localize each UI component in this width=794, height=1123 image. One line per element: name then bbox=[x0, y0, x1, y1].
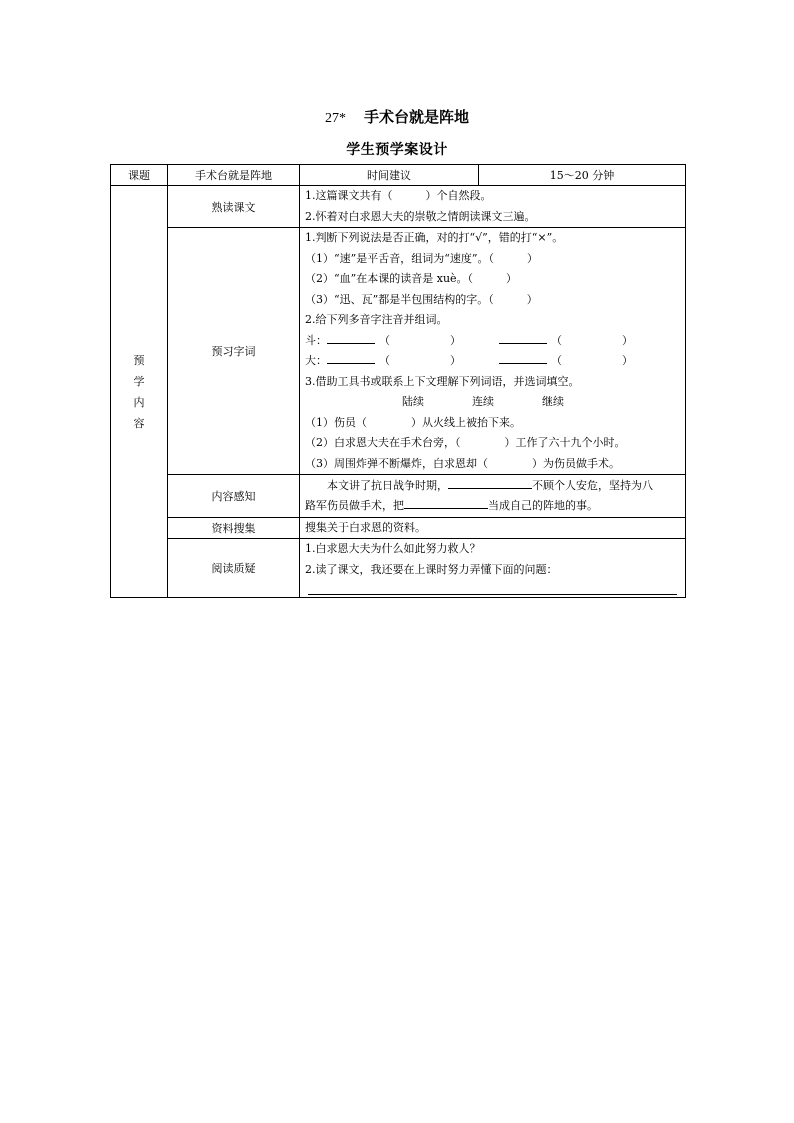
answer-blank[interactable] bbox=[499, 331, 547, 344]
table-row-materials bbox=[111, 518, 686, 539]
section-label-reading: 熟读课文 bbox=[168, 186, 300, 228]
summary-text: 当成自己的阵地的事。 bbox=[488, 499, 598, 512]
word-choice: 连续 bbox=[472, 395, 494, 408]
vocab-question: 1.判断下列说法是否正确，对的打“√”，错的打“×”。 bbox=[305, 231, 564, 244]
word-choice: 继续 bbox=[542, 395, 564, 408]
section-label-content: 内容感知 bbox=[168, 475, 300, 518]
summary-text: 本文讲了抗日战争时期， bbox=[327, 479, 448, 492]
question-line: 2.读了课文，我还要在上课时努力弄懂下面的问题： bbox=[305, 562, 558, 576]
materials-text: 搜集关于白求恩的资料。 bbox=[305, 521, 426, 534]
polyphone-row: 大： （ ） （ ） bbox=[300, 351, 685, 372]
lesson-title: 手术台就是阵地 bbox=[363, 108, 469, 126]
answer-blank[interactable] bbox=[327, 331, 375, 344]
fill-item: （1）伤员（ ）从火线上被抬下来。 bbox=[305, 415, 521, 429]
answer-blank[interactable] bbox=[327, 351, 375, 364]
lesson-number: 27* bbox=[324, 111, 346, 126]
polyphone-char: 大： bbox=[305, 354, 327, 367]
side-label-cell bbox=[111, 186, 168, 598]
side-label-char: 容 bbox=[133, 416, 145, 430]
word-choice: 陆续 bbox=[402, 395, 424, 408]
summary-text: 路军伤员做手术，把 bbox=[305, 499, 404, 512]
fill-item: （2）白求恩大夫在手术台旁，（ ）工作了六十九个小时。 bbox=[305, 436, 626, 449]
table-row-content bbox=[111, 475, 686, 518]
side-label-char: 预 bbox=[133, 353, 145, 367]
section-content-questions bbox=[300, 539, 686, 598]
page-subtitle: 学生预学案设计 bbox=[346, 142, 448, 158]
header-cell-time: 时间建议 bbox=[300, 165, 479, 186]
section-content-materials bbox=[300, 518, 686, 539]
section-label-materials: 资料搜集 bbox=[168, 518, 300, 539]
header-cell-time-value: 15～20 分钟 bbox=[479, 165, 686, 186]
header-cell-topic-value: 手术台就是阵地 bbox=[168, 165, 300, 186]
header-cell-topic: 课题 bbox=[111, 165, 168, 186]
answer-blank[interactable] bbox=[404, 496, 488, 509]
vocab-question: 2.给下列多音字注音并组词。 bbox=[305, 313, 448, 326]
answer-blank[interactable] bbox=[448, 476, 532, 489]
polyphone-row: 斗： （ ） （ ） bbox=[300, 331, 685, 352]
table-row-questions bbox=[111, 539, 686, 598]
vocab-item: （3）“迅、瓦”都是半包围结构的字。（ ） bbox=[305, 292, 538, 306]
table-row-reading bbox=[111, 186, 686, 228]
side-label-char: 内 bbox=[133, 395, 145, 409]
reading-line: 1.这篇课文共有（ ）个自然段。 bbox=[305, 189, 492, 202]
vocab-item: （1）“速”是平舌音，组词为“速度”。（ ） bbox=[305, 251, 538, 265]
side-label-char: 学 bbox=[133, 374, 145, 388]
reading-line: 2.怀着对白求恩大夫的崇敬之情朗读课文三遍。 bbox=[305, 209, 536, 223]
word-choices bbox=[300, 392, 685, 413]
polyphone-char: 斗： bbox=[305, 333, 327, 347]
section-content-summary bbox=[300, 475, 686, 518]
section-label-vocab: 预习字词 bbox=[168, 228, 300, 475]
summary-text: 不顾个人安危，坚持为八 bbox=[532, 479, 653, 492]
table-row-vocab bbox=[111, 228, 686, 475]
answer-blank[interactable] bbox=[499, 351, 547, 364]
table-header-row bbox=[111, 165, 686, 186]
section-content-reading bbox=[300, 186, 686, 228]
vocab-item: （2）“血”在本课的读音是 xuè。（ ） bbox=[305, 272, 518, 285]
vocab-question: 3.借助工具书或联系上下文理解下列词语，并选词填空。 bbox=[305, 374, 580, 388]
section-label-questions: 阅读质疑 bbox=[168, 539, 300, 598]
section-content-vocab bbox=[300, 228, 686, 475]
question-line: 1.白求恩大夫为什么如此努力救人？ bbox=[305, 542, 481, 555]
page-title bbox=[0, 106, 794, 127]
answer-line[interactable] bbox=[308, 584, 677, 595]
preview-table bbox=[110, 164, 686, 598]
fill-item: （3）周围炸弹不断爆炸，白求恩却（ ）为伤员做手术。 bbox=[305, 456, 620, 470]
